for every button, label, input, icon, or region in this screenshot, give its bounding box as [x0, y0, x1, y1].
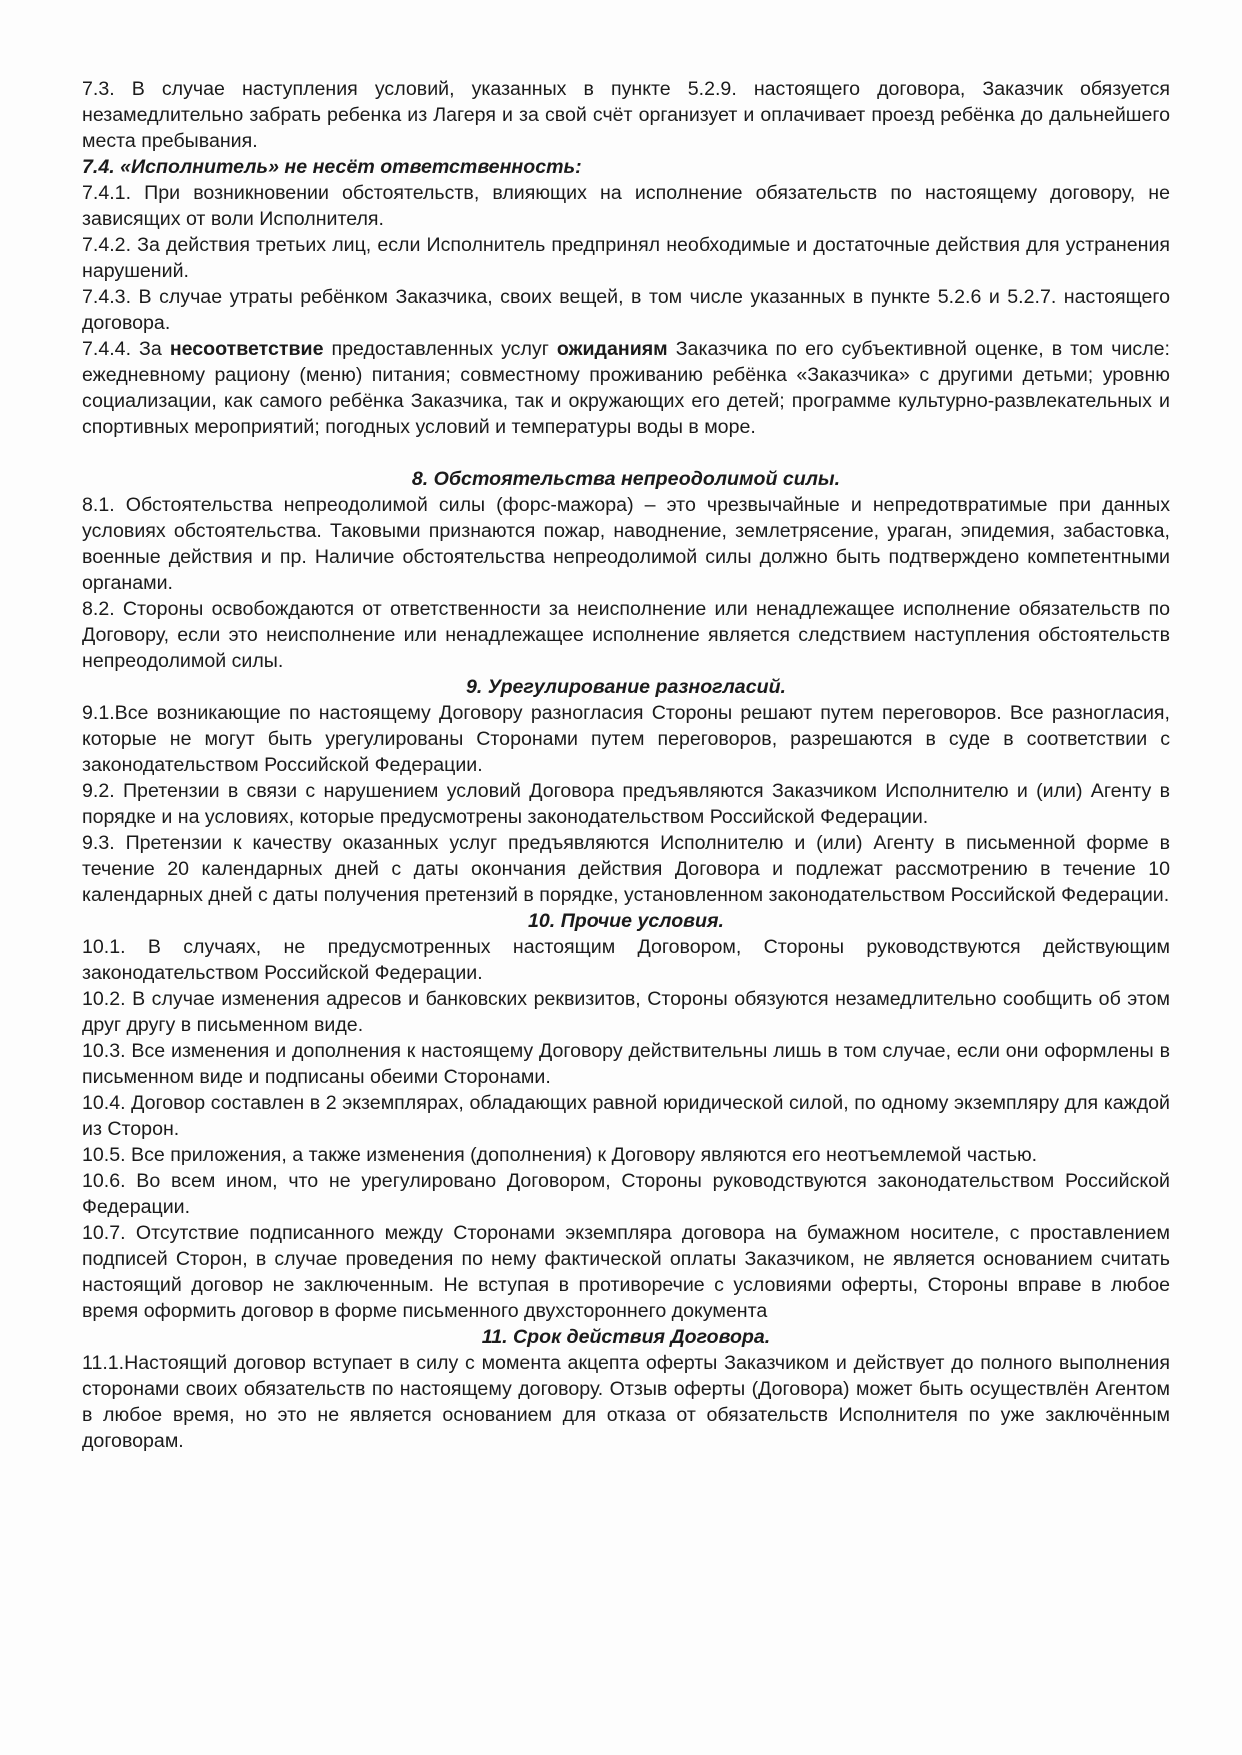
heading-7-4: 7.4. «Исполнитель» не несёт ответственность: — [82, 156, 582, 178]
section-8-heading: 8. Обстоятельства непреодолимой силы. — [411, 468, 841, 490]
clause-10-1: 10.1. В случаях, не предусмотренных настоящим Договором, Стороны руководствуются действующим законодательством Российской Федерации. — [82, 936, 1170, 984]
clause-9-3: 9.3. Претензии к качеству оказанных услуг предъявляются Исполнителю и (или) Агенту в письменной форме в течение 20 календарных дней с даты окончания действия Договора и подлежат рассмотрению в течение 10 календарных дней с даты получения претензий в порядке, установленном законодательством Российской Федерации. — [82, 832, 1170, 906]
clause-7-3: 7.3. В случае наступления условий, указанных в пункте 5.2.9. настоящего договора, Заказчик обязуется незамедлительно забрать ребенка из Лагеря и за свой счёт организует и оплачивает проезд ребёнка до дальнейшего места пребывания. — [82, 78, 1170, 152]
clause-7-4-4 — [82, 336, 1170, 440]
clause-9-2: 9.2. Претензии в связи с нарушением условий Договора предъявляются Заказчиком Исполнителю и (или) Агенту в порядке и на условиях, которые предусмотрены законодательством Российской Федерации. — [82, 780, 1170, 828]
clause-7-4-4-emphasis-nonconformity: несоответствие — [169, 338, 324, 360]
clause-7-4-1: 7.4.1. При возникновении обстоятельств, влияющих на исполнение обязательств по настоящему договору, не зависящих от воли Исполнителя. — [82, 182, 1170, 230]
section-spacer — [82, 440, 1170, 466]
section-11-heading: 11. Срок действия Договора. — [481, 1326, 771, 1348]
clause-10-6: 10.6. Во всем ином, что не урегулировано Договором, Стороны руководствуются законодательством Российской Федерации. — [82, 1170, 1170, 1218]
clause-10-5: 10.5. Все приложения, а также изменения (дополнения) к Договору являются его неотъемлемой частью. — [82, 1144, 1038, 1166]
clause-8-1: 8.1. Обстоятельства непреодолимой силы (форс-мажора) – это чрезвычайные и непредотвратимые при данных условиях обстоятельства. Таковыми признаются пожар, наводнение, землетрясение, ураган, эпидемия, забастовка, военные действия и пр. Наличие обстоятельства непреодолимой силы должно быть подтверждено компетентными органами. — [82, 494, 1170, 594]
clause-11-1: 11.1.Настоящий договор вступает в силу с момента акцепта оферты Заказчиком и действует до полного выполнения сторонами своих обязательств по настоящему договору. Отзыв оферты (Договора) может быть осуществлён Агентом в любое время, но это не является основанием для отказа от обязательств Исполнителя по уже заключённым договорам. — [82, 1352, 1170, 1452]
clause-10-3: 10.3. Все изменения и дополнения к настоящему Договору действительны лишь в том случае, если они оформлены в письменном виде и подписаны обеими Сторонами. — [82, 1040, 1170, 1088]
section-9-heading: 9. Урегулирование разногласий. — [466, 676, 786, 698]
clause-7-4-4-part-e: Заказчика по его субъективной оценке, в том числе: ежедневному рациону (меню) питания; совместному проживанию ребёнка «Заказчика» с другими детьми; уровню социализации, как самого ребёнка Заказчика, так и окружающих его детей; программе культурно-развлекательных и спортивных мероприятий; погодных условий и температуры воды в море. — [82, 338, 1170, 438]
clause-8-2: 8.2. Стороны освобождаются от ответственности за неисполнение или ненадлежащее исполнение обязательств по Договору, если это неисполнение или ненадлежащее исполнение является следствием наступления обстоятельств непреодолимой силы. — [82, 598, 1170, 672]
section-10-heading: 10. Прочие условия. — [528, 910, 724, 932]
clause-10-7: 10.7. Отсутствие подписанного между Сторонами экземпляра договора на бумажном носителе, с проставлением подписей Сторон, в случае проведения по нему фактической оплаты Заказчиком, не является основанием считать настоящий договор не заключенным. Не вступая в противоречие с условиями оферты, Стороны вправе в любое время оформить договор в форме письменного двухстороннего документа — [82, 1222, 1170, 1322]
clause-7-4-3: 7.4.3. В случае утраты ребёнком Заказчика, своих вещей, в том числе указанных в пункте 5.2.6 и 5.2.7. настоящего договора. — [82, 286, 1170, 334]
clause-10-4: 10.4. Договор составлен в 2 экземплярах, обладающих равной юридической силой, по одному экземпляру для каждой из Сторон. — [82, 1092, 1170, 1140]
clause-7-4-2: 7.4.2. За действия третьих лиц, если Исполнитель предпринял необходимые и достаточные действия для устранения нарушений. — [82, 234, 1170, 282]
clause-7-4-4-part-c: предоставленных услуг — [331, 338, 549, 360]
document-body — [82, 76, 1170, 1454]
clause-10-2: 10.2. В случае изменения адресов и банковских реквизитов, Стороны обязуются незамедлительно сообщить об этом друг другу в письменном виде. — [82, 988, 1170, 1036]
clause-7-4-4-part-a: 7.4.4. За — [82, 338, 162, 360]
clause-7-4-4-emphasis-expectations: ожиданиям — [556, 338, 668, 360]
clause-9-1: 9.1.Все возникающие по настоящему Договору разногласия Стороны решают путем переговоров. Все разногласия, которые не могут быть урегулированы Сторонами путем переговоров, разрешаются в суде в соответствии с законодательством Российской Федерации. — [82, 702, 1170, 776]
